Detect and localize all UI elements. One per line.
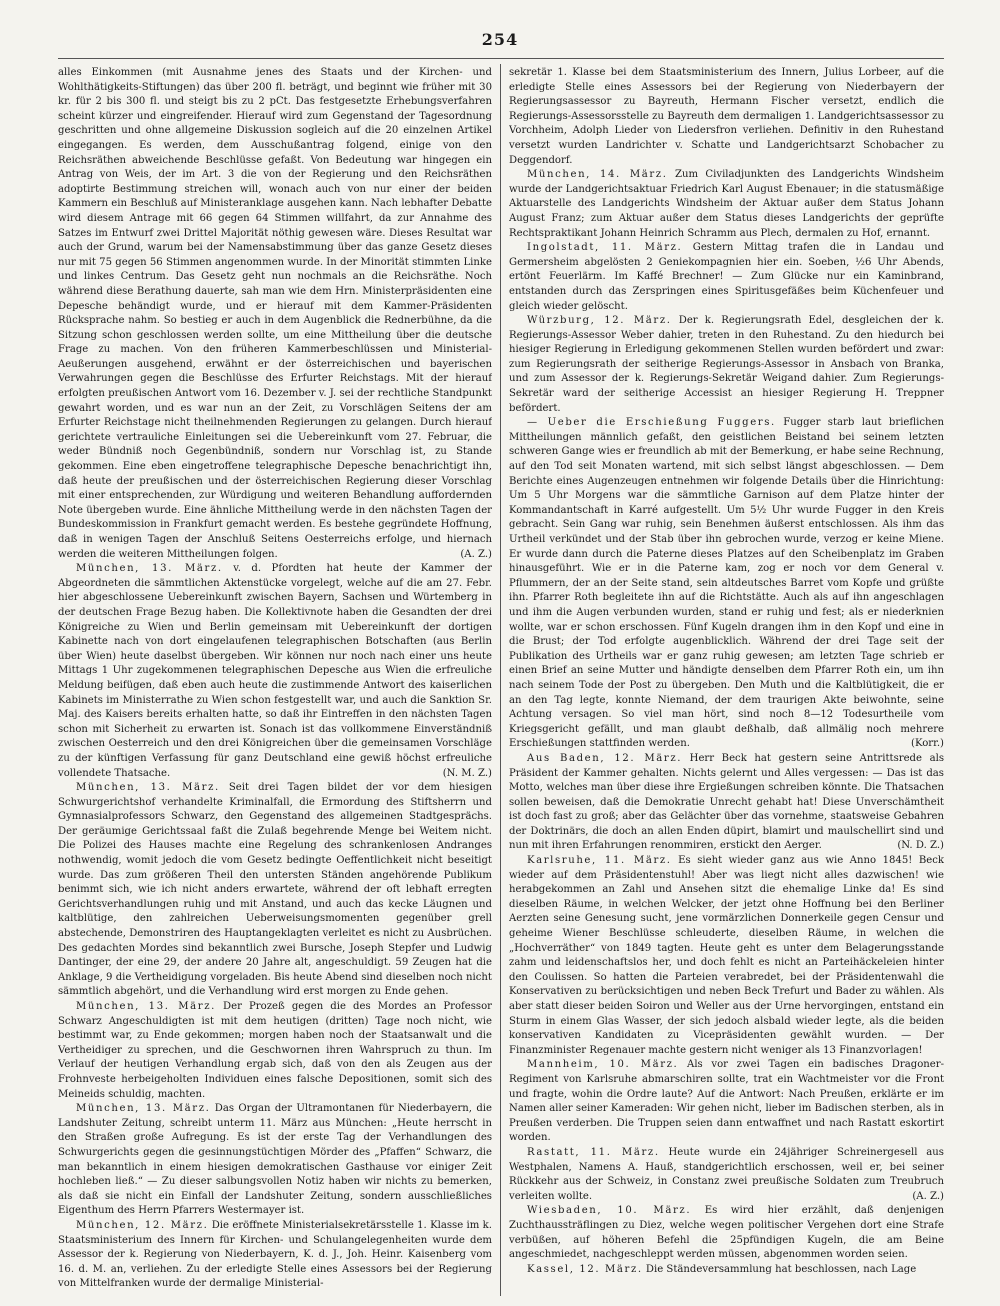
dateline: — Ueber die Erschießung Fuggers. [527,417,776,429]
article-paragraph [58,1102,492,1219]
dateline: München, 13. März. [76,782,220,794]
article-text: Zum Civiladjunkten des Landgerichts Windsheim wurde der Landgerichtsaktuar Friedrich Karl August Ebenauer; in die statusmäßige Aktuarstelle des Landgerichts Windsheim der Aktuar außer dem Status Johann August Franz; zum Aktuar außer dem Status dieses Landgerichts der geprüfte Rechtspraktikant Johann Heinrich Schramm aus Plech, dermalen zu Hof, ernannt. [509,169,944,239]
article-paragraph [58,66,492,562]
source-attribution: (A. Z.) [912,1190,944,1202]
article-paragraph [58,1219,492,1292]
dateline: München, 13. März. [76,1001,216,1012]
source-attribution: (Korr.) [911,738,944,750]
dateline: München, 13. März. [76,1103,211,1115]
article-text: sekretär 1. Klasse bei dem Staatsministerium des Innern, Julius Lorbeer, auf die erledigte Stelle eines Assessors bei der Regierung von Niederbayern der Regierungsassessor zu Bayreuth, Hermann Fischer versetzt, endlich die Regierungs-Assessorsstelle zu Bayreuth dem dermaligen 1. Landgerichtsassessor zu Vorchheim, Adolph Lieder von Liedersfron verliehen. Definitiv in den Ruhestand versetzt wurden Landrichter v. Schatte und Landgerichtsarzt Schobacher zu Deggendorf. [509,67,944,166]
article-text: Gestern Mittag trafen die in Landau und Germersheim abgelösten 2 Geniekompagnien hier ein. Soeben, ½6 Uhr Abends, ertönt Feuerlärm. Im Kaffé Brechner! — Zum Glücke nur ein Kaminbrand, entstanden durch das Zerspringen eines Spiritusgefäßes beim Küchenfeuer und gleich wieder gelöscht. [509,242,944,312]
article-paragraph [509,66,944,168]
article-text: Es sieht wieder ganz aus wie Anno 1845! Beck wieder auf dem Präsidentenstuhl! Aber was liegt nicht alles dazwischen! wie herabgekommen an Zahl und Ansehen sitzt die ehemalige Linke da! Es sind dieselben Räume, in welchen Welcker, der jetzt ohne Hoffnung bei den Berliner Aerzten seine Genesung sucht, jene vormärzlichen Donnerkeile gegen Censur und geheime Wiener Beschlüsse schleuderte, dieselben Räume, in welchen die „Hochverräther“ von 1849 tagten. Heute geht es unter dem Belagerungsstande zahm und leidenschaftslos her, und doch fehlt es nicht an Parteihäckeleien hinter den Coulissen. So hatten die Parteien verabredet, bei der Präsidentenwahl die Konservativen zu berücksichtigen und neben Beck Trefurt und Bader zu wählen. Als aber statt dieser beiden Soiron und Weller aus der Urne hervorgingen, entstand ein Sturm in einem Glas Wasser, der sich jedoch alsbald wieder legte, als die beiden konservativen Kandidaten zu Vicepräsidenten gewählt wurden. — Der Finanzminister Regenauer machte gestern nicht weniger als 13 Finanzvorlagen! [509,855,944,1056]
article-text: Herr Beck hat gestern seine Antrittsrede als Präsident der Kammer gehalten. Nichts gelernt und Alles vergessen: — Das ist das Motto, welches man über diese ihre Ergießungen schreiben könnte. Die Thatsachen sollen beweisen, daß die Demokratie Unrecht gehabt hat! Diese Unverschämtheit ist doch fast zu groß; aber das Gelächter über das vornehme, staatsweise Gebahren der Doktrinärs, die doch an allen Enden düpirt, blamirt und maulschellirt sind und nun mit ihren Erfahrungen renommiren, erstickt den Aerger. [509,752,944,852]
right-column [509,66,944,1294]
article-paragraph [509,241,944,314]
article-paragraph [509,854,944,1058]
article-text: Die Ständeversammlung hat beschlossen, nach Lage [645,1263,917,1275]
dateline: Karlsruhe, 11. März. [527,855,672,867]
article-text: v. d. Pfordten hat heute der Kammer der Abgeordneten die sämmtlichen Aktenstücke vorgelegt, welche auf die am 27. Febr. hier abgeschlossene Uebereinkunft zwischen Bayern, Sachsen und Würtemberg in der deutschen Frage Bezug haben. Die Kollektivnote haben die Gesandten der drei Königreiche zu Wien und Berlin gemeinsam mit Uebereinkunft der dortigen Kabinette nach von dort eingelaufenen telegraphischen Botschaften (aus Berlin über Wien) heute daselbst übergeben. Wir können nur noch nach einer uns heute Mittags 1 Uhr zugekommenen telegraphischen Depesche aus Wien die erfreuliche Meldung beifügen, daß eben auch heute die zustimmende Antwort des kaiserlichen Kabinets im Ministerrathe zu Wien schon festgestellt war, und auch die Sanktion Sr. Maj. des Kaisers bereits erhalten hatte, so daß ihr Eintreffen in den nächsten Tagen schon mit Sicherheit zu erwarten ist. Sonach ist das vollkommene Einverständniß zwischen Oesterreich und den drei Königreichen über die gemeinsamen Vorschläge zu der künftigen Verfassung für ganz Deutschland eine gewiß höchst erfreuliche vollendete Thatsache. [58,563,492,779]
article-paragraph [509,416,944,752]
article-paragraph [509,314,944,416]
source-attribution: (A. Z.) [460,548,492,560]
header-rule [58,58,944,59]
column-divider [500,64,501,1296]
dateline: Würzburg, 12. März. [527,315,672,327]
dateline: Ingolstadt, 11. März. [527,242,683,254]
dateline: München, 13. März. [76,563,223,575]
dateline: Mannheim, 10. März. [527,1059,679,1071]
article-paragraph [509,1263,944,1278]
article-text: Der Prozeß gegen die des Mordes an Professor Schwarz Angeschuldigten ist mit dem heutigen (dritten) Tage noch nicht, wie bestimmt war, zu Ende gekommen; morgen haben noch der Staatsanwalt und die Vertheidiger zu sprechen, und die Geschwornen ihren Wahrspruch zu thun. Im Verlauf der heutigen Verhandlung ergab sich, daß von den als Zeugen aus der Frohnveste herbeigeholten Individuen eines falsche Depositionen, somit sich des Meineids schuldig, machten. [58,1001,492,1100]
article-text: alles Einkommen (mit Ausnahme jenes des Staats und der Kirchen- und Wohlthätigkeits-Stiftungen) das über 200 fl. beträgt, und beginnt wie früher mit 30 kr. für 2 bis 300 fl. und steigt bis zu 2 pCt. Das festgesetzte Erhebungsverfahren scheint kürzer und eingreifender. Hierauf wird zum Gegenstand der Tagesordnung geschritten und ohne allgemeine Diskussion sogleich auf die 20 einzelnen Artikel eingegangen. Es werden, dem Ausschußantrag folgend, einige von den Reichsräthen abweichende Beschlüsse gefaßt. Von Bedeutung war hingegen ein Antrag von Weis, der im Art. 3 die von der Regierung und den Reichsräthen adoptirte Bestimmung streichen will, wonach auch von nur einer der beiden Kammern ein Beschluß auf Ministeranklage ausgehen kann. Nach lebhafter Debatte wird diesem Antrage mit 66 gegen 64 Stimmen willfahrt, da zur Annahme des Satzes im Entwurf zwei Drittel Majorität nöthig gewesen wäre. Dieses Resultat war auch der Grund, warum bei der Namensabstimmung über das ganze Gesetz dieses nur mit 75 gegen 56 Stimmen angenommen wurde. In der Minorität stimmten Linke und linkes Centrum. Das Gesetz geht nun nochmals an die Reichsräthe. Noch während diese Berathung dauerte, sah man wie dem Hrn. Ministerpräsidenten eine Depesche behändigt wurde, und er hierauf mit dem Kammer-Präsidenten Rücksprache nahm. So bestieg er auch in dem Augenblick die Rednerbühne, da die Sitzung schon geschlossen werden sollte, um eine Mittheilung über die deutsche Frage zu machen. Von den früheren Kammerbeschlüssen und Ministerial-Aeußerungen ausgehend, erwähnt er der österreichischen und bayerischen Verwahrungen gegen die Beschlüsse des Erfurter Reichstags. Mit der hierauf erfolgten preußischen Antwort vom 16. Dezember v. J. sei der rechtliche Standpunkt gewahrt worden, und es war nun an der Zeit, zu Vorschlägen Seitens der am Erfurter Reichstage nicht theilnehmenden Regierungen zu gelangen. Durch hierauf gerichtete vertrauliche Einleitungen sei die Uebereinkunft vom 27. Februar, die weder Bündniß noch Gegenbündniß, sondern nur Vorschlag ist, zu Stande gekommen. Eine eben eingetroffene telegraphische Depesche benachrichtigt ihn, daß heute der preußischen und der österreichischen Regierung dieser Vorschlag mit einer entsprechenden, zur Würdigung und weiteren Behandlung auffordernden Note übergeben wurde. Eine ähnliche Mittheilung werde in den nächsten Tagen der Bundeskommission in Frankfurt gemacht werden. Es bestehe gegründete Hoffnung, daß in wenigen Tagen der Anschluß Seitens Oesterreichs erfolge, und hiernach werden die weiteren Mittheilungen folgen. [58,67,492,560]
article-text: Der k. Regierungsrath Edel, desgleichen der k. Regierungs-Assessor Weber dahier, treten in den Ruhestand. Zu den hiedurch bei hiesiger Regierung in Erledigung gekommenen Stellen wurden befördert und zwar: zum Regierungsrath der seitherige Regierungs-Assessor in Ansbach von Branka, und zum Assessor der k. Regierungs-Sekretär Weigand dahier. Zum Regierungs-Sekretär ward der seitherige Accessist an hiesiger Regierung H. Treppner befördert. [509,315,944,414]
article-paragraph [58,562,492,781]
article-paragraph [509,1146,944,1204]
page-number: 254 [481,30,519,49]
article-text: Seit drei Tagen bildet der vor dem hiesigen Schwurgerichtshof verhandelte Kriminalfall, die Ermordung des Stiftsherrn und Gymnasialprofessors Schwarz, den Gegenstand des allgemeinen Stadtgesprächs. Der geräumige Gerichtssaal faßt die Zulaß begehrende Menge bei Weitem nicht. Die Polizei des Hauses machte eine Regelung des schrankenlosen Andranges nothwendig, womit jedoch die vom Gesetz bedingte Oeffentlichkeit nicht beseitigt wurde. Das zum größeren Theil den untersten Ständen angehörende Publikum benimmt sich, wie ich nicht anders erwartete, während der oft lebhaft erregten Gerichtsverhandlungen ruhig und mit Anstand, und auch das kecke Läugnen und kaltblütige, den zahlreichen Ueberweisungsmomenten gegenüber grell abstechende, Demonstriren des Hauptangeklagten verleitet es nicht zu Ausbrüchen. Des gedachten Mordes sind bekanntlich zwei Bursche, Joseph Stepfer und Ludwig Dantinger, der eine 29, der andere 20 Jahre alt, angeschuldigt. 59 Zeugen hat die Anklage, 9 die Vertheidigung vorgeladen. Bis heute Abend sind dieselben noch nicht sämmtlich abgehört, und die Verhandlung wird erst morgen zu Ende gehen. [58,782,492,998]
dateline: München, 12. März. [76,1219,209,1231]
article-text: Heute wurde ein 24jähriger Schreinergesell aus Westphalen, Namens A. Hauß, standgerichtlich erschossen, weil er, bei seiner Rückkehr aus der Schweiz, in Constanz zwei preußische Soldaten zum Treubruch verleiten wollte. [509,1146,944,1202]
article-text: Fugger starb laut brieflichen Mittheilungen männlich gefaßt, den geistlichen Beistand bei seinem letzten schweren Gange wies er freundlich ab mit der Bemerkung, er habe seine Rechnung, auf den Tod seit Monaten wartend, mit sich selbst längst abgeschlossen. — Dem Berichte eines Augenzeugen entnehmen wir folgende Details über die Hinrichtung: Um 5 Uhr Morgens war die sämmtliche Garnison auf dem Platze hinter der Kommandantschaft in Karré aufgestellt. Um 5½ Uhr wurde Fugger in den Kreis gebracht. Sein Gang war ruhig, sein Benehmen äußerst entschlossen. Als ihm das Urtheil verkündet und der Stab über ihn gebrochen wurde, verzog er keine Miene. Er wurde dann durch die Paterne dieses Platzes auf den Scheibenplatz im Graben hinausgeführt. Wie er in die Paterne kam, zog er noch vor dem General v. Pflummern, der an der Seite stand, sein altdeutsches Barret vom Kopfe und grüßte ihn. Pfarrer Roth begleitete ihn auf die Richtstätte. Auch als auf ihn angeschlagen und ihm die Augen verbunden wurden, stand er ruhig und fest; als er niederknien wollte, war er schon erschossen. Fünf Kugeln drangen ihm in den Kopf und eine in die Brust; der Tod erfolgte augenblicklich. Während der drei Tage seit der Publikation des Urtheils war er ganz ruhig gewesen; am letzten Tage schrieb er einen Brief an seine Mutter und händigte denselben dem Pfarrer Roth ein, um ihn nach seinem Tode der Post zu übergeben. Den Muth und die Kaltblütigkeit, die er an den Tag legte, konnte Niemand, der dem traurigen Akte beiwohnte, seine Achtung versagen. So viel man hört, sind noch 8—12 Todesurtheile vom Kriegsgericht gefällt, und man glaubt deßhalb, daß allmälig noch mehrere Erschießungen stattfinden werden. [509,417,944,750]
article-text: Es wird hier erzählt, daß denjenigen Zuchthaussträflingen zu Diez, welche wegen politischer Vergehen dort eine Strafe verbüßen, auf höheren Befehl die 25pfündigen Kugeln, die am Beine angeschmiedet, nachgeschleppt werden müssen, abgenommen worden seien. [509,1205,944,1261]
left-column [58,66,492,1294]
article-paragraph [509,752,944,854]
dateline: München, 14. März. [527,169,668,181]
article-text: Die eröffnete Ministerialsekretärsstelle 1. Klasse im k. Staatsministerium des Innern für Kirchen- und Schulangelegenheiten wurde dem Assessor der k. Regierung von Niederbayern, K. d. J., Joh. Heinr. Kaisenberg vom 16. d. M. an, verliehen. Zu der erledigte Stelle eines Assessors bei der Regierung von Mittelfranken wurde der dermalige Ministerial- [58,1219,492,1290]
article-paragraph [58,781,492,1000]
article-paragraph [509,1204,944,1262]
article-paragraph [509,168,944,241]
dateline: Kassel, 12. März. [527,1263,643,1275]
article-text: Das Organ der Ultramontanen für Niederbayern, die Landshuter Zeitung, schreibt unterm 11. März aus München: „Heute herrscht in den Straßen große Aufregung. Es ist der erste Tag der Verhandlungen des Schwurgerichts gegen die gesinnungstüchtigen Mörder des „Pfaffen“ Schwarz, die man bekanntlich in einem hiesigen demokratischen Gasthause vor einiger Zeit hochleben ließ.“ — Zu dieser salbungsvollen Notiz haben wir nichts zu bemerken, als daß sie nicht ein Einfall der Landshuter Zeitung, sondern ausschließliches Eigenthum des Herrn Pfarrers Westermayer ist. [58,1103,492,1217]
source-attribution: (N. D. Z.) [897,840,944,852]
dateline: Rastatt, 11. März. [527,1146,660,1158]
article-text: Als vor zwei Tagen ein badisches Dragoner-Regiment von Karlsruhe abmarschiren sollte, trat ein Wachtmeister vor die Front und fragte, wohin die Ordre laute? Auf die Antwort: Nach Preußen, erklärte er im Namen aller seiner Kameraden: Wir gehen nicht, lieber im Badischen sterben, als in Preußen verderben. Die Truppen seien dann entwaffnet und nach Rastatt eskortirt worden. [509,1059,944,1144]
article-paragraph [509,1058,944,1146]
dateline: Aus Baden, 12. März. [527,752,683,764]
source-attribution: (N. M. Z.) [442,767,492,779]
dateline: Wiesbaden, 10. März. [527,1205,692,1217]
article-paragraph [58,1000,492,1102]
